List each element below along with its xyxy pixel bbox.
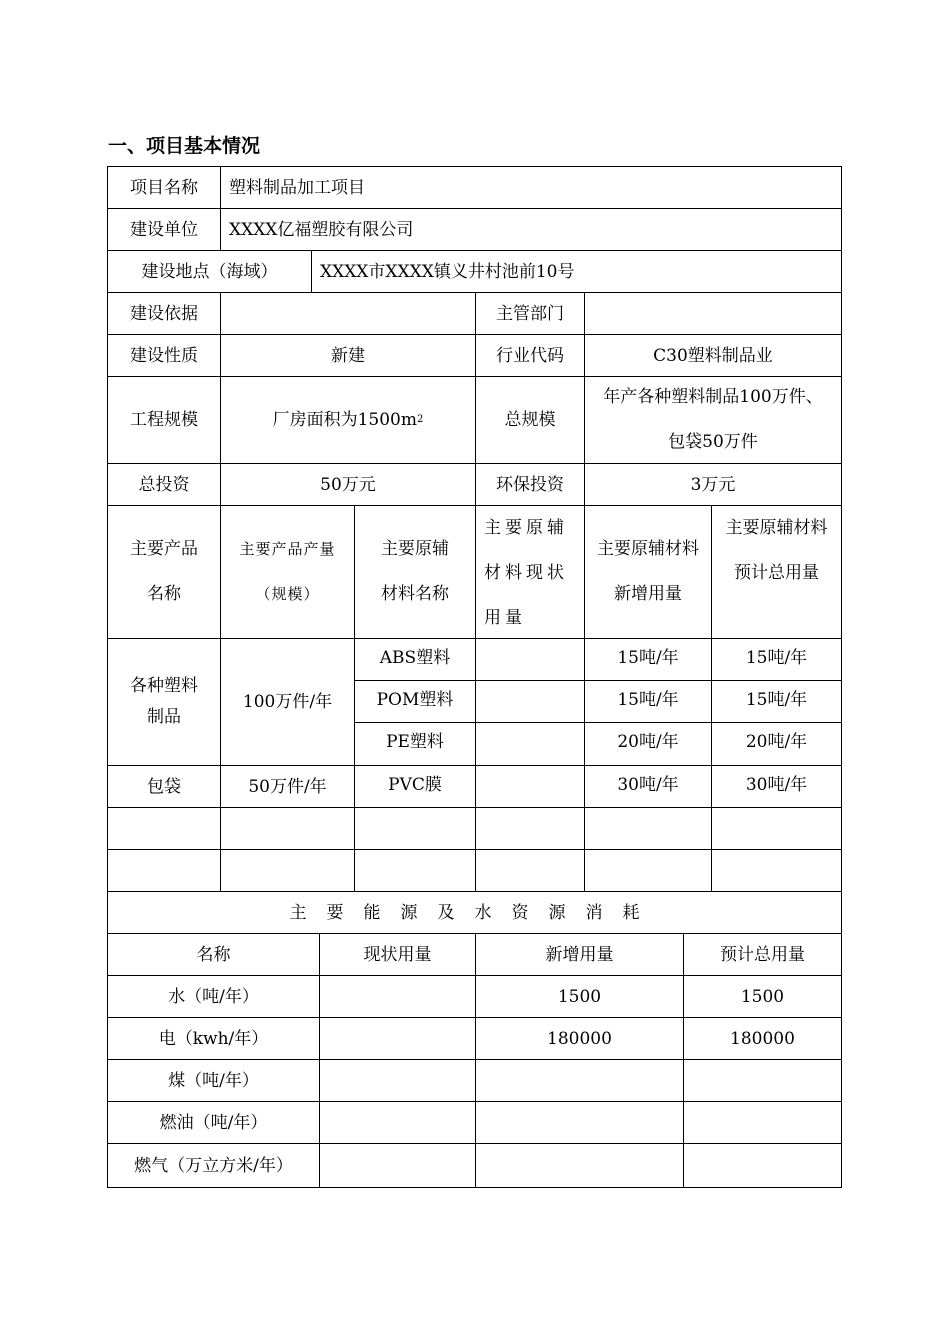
energy-total: 180000 [683,1017,842,1060]
product-bag-name: 包袋 [107,765,221,808]
material-current [475,722,585,766]
product-plastic-name: 各种塑料制品 [107,638,221,766]
energy-header-total: 预计总用量 [683,933,842,976]
empty-cell [354,849,476,892]
material-total: 30吨/年 [711,765,842,808]
site-label: 建设地点（海域） [107,250,312,293]
project-name-label: 项目名称 [107,166,221,209]
material-total: 15吨/年 [711,638,842,681]
materials-header-product: 主要产品名称 [107,505,221,639]
scale-value: 厂房面积为1500m 2 [220,376,476,464]
empty-cell [354,807,476,850]
empty-cell [475,807,585,850]
product-bag-qty: 50万件/年 [220,765,355,808]
scale-label: 工程规模 [107,376,221,464]
energy-new: 1500 [475,975,684,1018]
energy-name: 燃油（吨/年） [107,1101,320,1144]
energy-header-new: 新增用量 [475,933,684,976]
energy-current [319,1101,476,1144]
total-scale-value: 年产各种塑料制品100万件、包袋50万件 [584,376,842,464]
energy-total [683,1143,842,1188]
env-invest-value: 3万元 [584,463,842,506]
empty-cell [220,807,355,850]
material-name: POM塑料 [354,680,476,723]
material-current [475,638,585,681]
product-plastic-qty: 100万件/年 [220,638,355,766]
dept-value [584,292,842,335]
project-name-value: 塑料制品加工项目 [220,166,842,209]
energy-current [319,975,476,1018]
industry-label: 行业代码 [475,334,585,377]
energy-current [319,1017,476,1060]
energy-current [319,1059,476,1102]
empty-cell [711,807,842,850]
material-name: PVC膜 [354,765,476,808]
empty-cell [475,849,585,892]
energy-new [475,1059,684,1102]
material-new: 15吨/年 [584,638,712,681]
material-total: 15吨/年 [711,680,842,723]
dept-label: 主管部门 [475,292,585,335]
invest-value: 50万元 [220,463,476,506]
energy-name: 电（kwh/年） [107,1017,320,1060]
materials-header-current: 主要原辅材料现状用量 [475,505,585,639]
material-current [475,765,585,808]
material-current [475,680,585,723]
material-new: 30吨/年 [584,765,712,808]
empty-cell [584,849,712,892]
empty-cell [220,849,355,892]
material-name: PE塑料 [354,722,476,766]
basis-label: 建设依据 [107,292,221,335]
material-new: 20吨/年 [584,722,712,766]
energy-total [683,1059,842,1102]
material-new: 15吨/年 [584,680,712,723]
unit-value: XXXX亿福塑胶有限公司 [220,208,842,251]
site-value: XXXX市XXXX镇义井村池前10号 [311,250,842,293]
energy-title: 主要能源及水资源消耗 [107,891,842,934]
energy-total [683,1101,842,1144]
materials-header-total: 主要原辅材料预计总用量 [711,505,842,639]
energy-header-current: 现状用量 [319,933,476,976]
energy-name: 水（吨/年） [107,975,320,1018]
energy-new [475,1101,684,1144]
materials-header-new: 主要原辅材料新增用量 [584,505,712,639]
scale-text: 厂房面积为1500m [272,410,417,430]
energy-current [319,1143,476,1188]
total-scale-label: 总规模 [475,376,585,464]
energy-total: 1500 [683,975,842,1018]
energy-name: 煤（吨/年） [107,1059,320,1102]
energy-new: 180000 [475,1017,684,1060]
industry-value: C30塑料制品业 [584,334,842,377]
nature-value: 新建 [220,334,476,377]
empty-cell [711,849,842,892]
unit-label: 建设单位 [107,208,221,251]
material-total: 20吨/年 [711,722,842,766]
energy-name: 燃气（万立方米/年） [107,1143,320,1188]
materials-header-material: 主要原辅材料名称 [354,505,476,639]
material-name: ABS塑料 [354,638,476,681]
nature-label: 建设性质 [107,334,221,377]
materials-header-qty: 主要产品产量（规模） [220,505,355,639]
section-heading: 一、项目基本情况 [108,135,261,157]
env-invest-label: 环保投资 [475,463,585,506]
basis-value [220,292,476,335]
empty-cell [107,807,221,850]
invest-label: 总投资 [107,463,221,506]
energy-new [475,1143,684,1188]
energy-header-name: 名称 [107,933,320,976]
empty-cell [584,807,712,850]
empty-cell [107,849,221,892]
